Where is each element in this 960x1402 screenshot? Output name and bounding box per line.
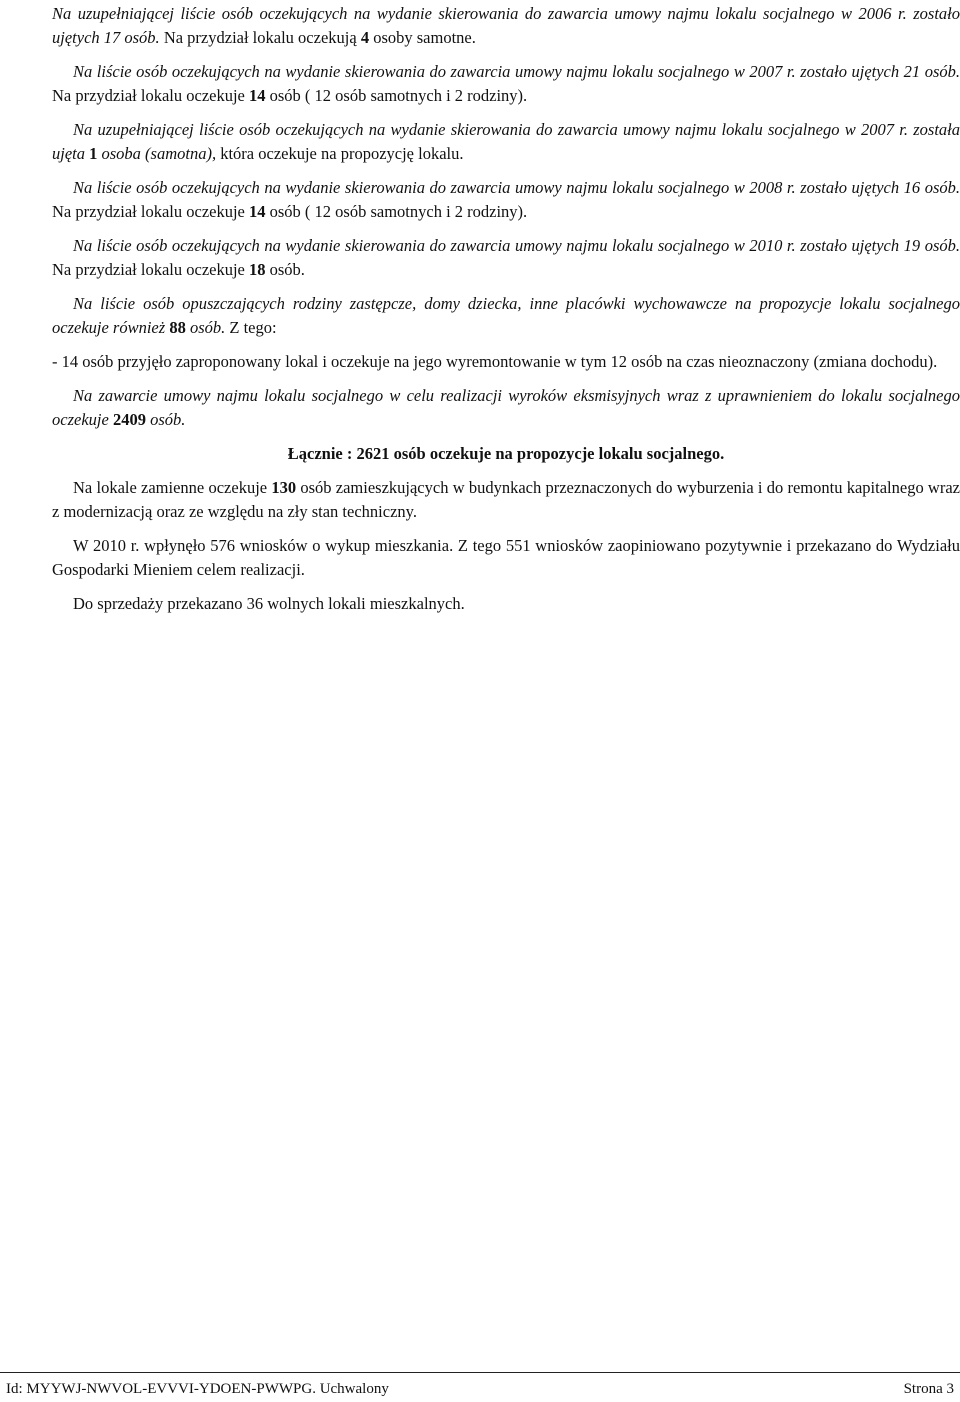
text: Na przydział lokalu oczekuje bbox=[52, 86, 249, 105]
italic-text: Na liście osób oczekujących na wydanie skierowania do zawarcia umowy najmu lokalu socjalnego w 2008 r. zostało ujętych 16 osób. bbox=[73, 178, 960, 197]
text: Na przydział lokalu oczekuje bbox=[52, 260, 249, 279]
italic-text: Na uzupełniającej liście osób oczekujących na wydanie skierowania do zawarcia umowy najmu lokalu socjalnego w 2006 r. zostało ujętych 17 osób. bbox=[52, 4, 960, 47]
footer-divider bbox=[0, 1372, 960, 1373]
paragraph-supplementary-2006 bbox=[52, 2, 960, 50]
paragraph-list-2008 bbox=[52, 176, 960, 224]
bold-number: 2409 bbox=[112, 410, 146, 429]
text: osoby samotne. bbox=[369, 28, 476, 47]
bold-number: 1 bbox=[89, 144, 98, 163]
italic-text: Na liście osób oczekujących na wydanie skierowania do zawarcia umowy najmu lokalu socjalnego w 2007 r. zostało ujętych 21 osób. bbox=[73, 62, 960, 81]
bold-number: 130 bbox=[271, 478, 297, 497]
paragraph-replacement bbox=[52, 476, 960, 524]
paragraph-supplementary-2007 bbox=[52, 118, 960, 166]
text: osób ( 12 osób samotnych i 2 rodziny). bbox=[265, 86, 528, 105]
bold-number: 18 bbox=[249, 260, 266, 279]
bullet-item: - 14 osób przyjęło zaproponowany lokal i oczekuje na jego wyremontowanie w tym 12 osób na czas nieoznaczony (zmiana dochodu). bbox=[52, 352, 938, 371]
paragraph-sale: Do sprzedaży przekazano 36 wolnych lokali mieszkalnych. bbox=[73, 594, 465, 613]
text: Na przydział lokalu oczekują bbox=[159, 28, 361, 47]
italic-text: Na liście osób opuszczających rodziny zastępcze, domy dziecka, inne placówki wychowawcze na propozycje lokalu socjalnego oczekuje również bbox=[52, 294, 960, 337]
footer-document-id: Id: MYYWJ-NWVOL-EVVVI-YDOEN-PWWPG. Uchwalony bbox=[6, 1381, 389, 1397]
text: Z tego: bbox=[225, 318, 277, 337]
paragraph-applications: W 2010 r. wpłynęło 576 wniosków o wykup mieszkania. Z tego 551 wniosków zaopiniowano pozytywnie i przekazano do Wydziału Gospodarki Mieniem celem realizacji. bbox=[52, 536, 960, 579]
footer-page-number: Strona 3 bbox=[903, 1381, 954, 1397]
text: Na lokale zamienne oczekuje bbox=[73, 478, 272, 497]
text: osób zamieszkujących w budynkach przeznaczonych do wyburzenia i do remontu kapitalnego wraz z modernizacją oraz ze względu na zły stan techniczny. bbox=[52, 478, 960, 521]
text: która oczekuje na propozycję lokalu. bbox=[216, 144, 464, 163]
italic-text: Na zawarcie umowy najmu lokalu socjalnego w celu realizacji wyroków eksmisyjnych wraz z uprawnieniem do lokalu socjalnego oczekuje bbox=[52, 386, 960, 429]
text: osób. bbox=[265, 260, 305, 279]
italic-text: osób. bbox=[185, 318, 226, 337]
paragraph-eviction bbox=[52, 384, 960, 432]
italic-text: osób. bbox=[145, 410, 186, 429]
text: Na przydział lokalu oczekuje bbox=[52, 202, 249, 221]
bold-number: 88 bbox=[169, 318, 186, 337]
paragraph-list-2010 bbox=[52, 234, 960, 282]
paragraph-list-2007 bbox=[52, 60, 960, 108]
paragraph-foster-care bbox=[52, 292, 960, 340]
italic-text: Na liście osób oczekujących na wydanie skierowania do zawarcia umowy najmu lokalu socjalnego w 2010 r. zostało ujętych 19 osób. bbox=[73, 236, 960, 255]
total-summary: Łącznie : 2621 osób oczekuje na propozycje lokalu socjalnego. bbox=[287, 444, 725, 463]
document-body bbox=[52, 2, 960, 626]
italic-text: osoba (samotna), bbox=[97, 144, 217, 163]
italic-text: Na uzupełniającej liście osób oczekujących na wydanie skierowania do zawarcia umowy najmu lokalu socjalnego w 2007 r. została ujęta bbox=[52, 120, 960, 163]
text: osób ( 12 osób samotnych i 2 rodziny). bbox=[265, 202, 528, 221]
bold-number: 14 bbox=[249, 202, 266, 221]
bold-number: 4 bbox=[360, 28, 370, 47]
bold-number: 14 bbox=[249, 86, 266, 105]
